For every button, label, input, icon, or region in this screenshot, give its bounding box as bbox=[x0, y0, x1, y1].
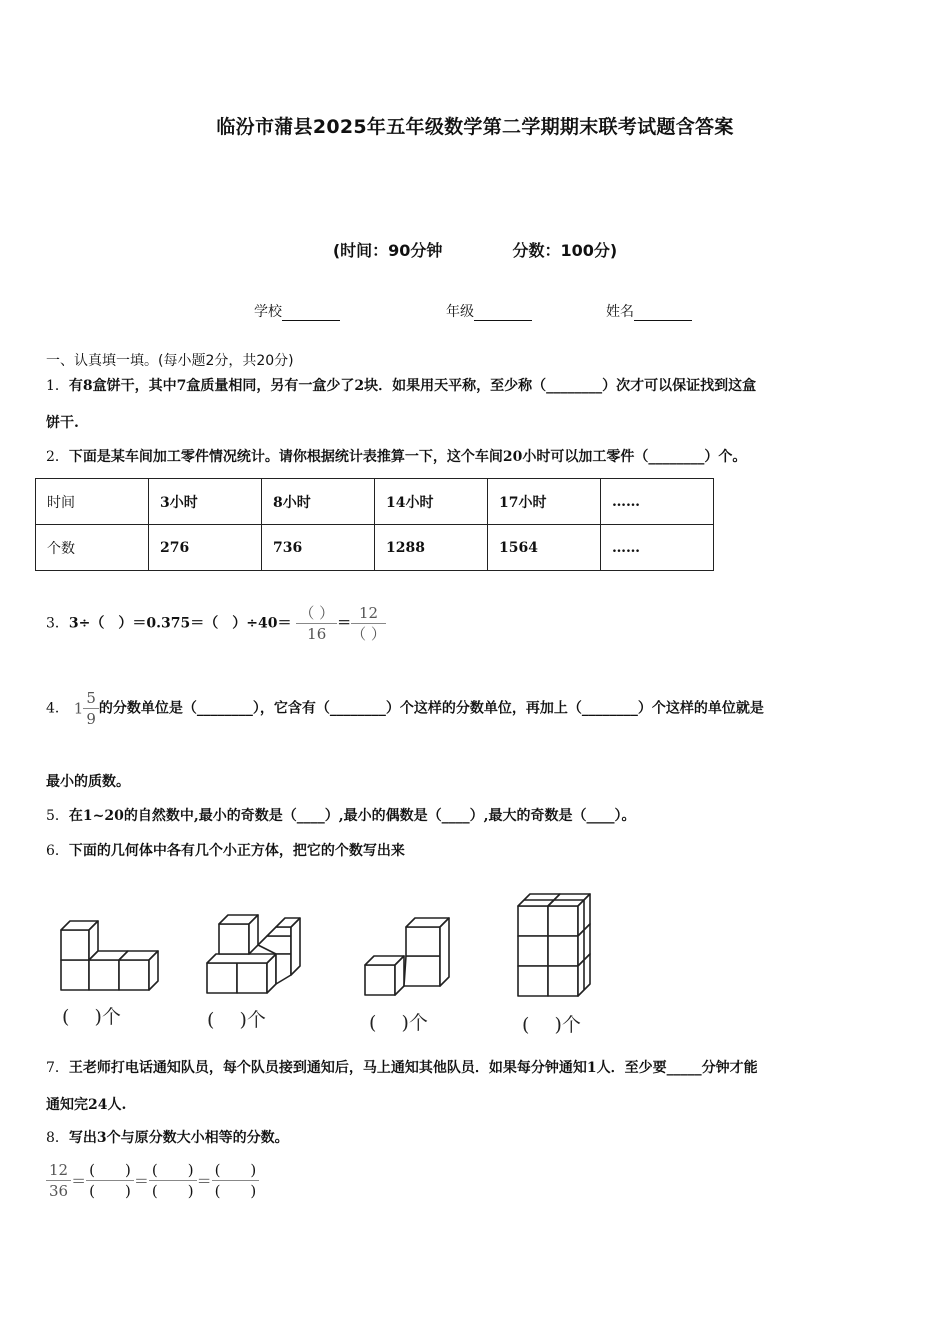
numerator: （ ） bbox=[296, 603, 337, 624]
grade-field[interactable] bbox=[446, 301, 532, 321]
table-cell: 1288 bbox=[375, 525, 488, 571]
numerator: 12 bbox=[351, 603, 386, 624]
answer-blank-3[interactable]: ( )个 bbox=[369, 1012, 428, 1034]
question-7-cont: 通知完24人. bbox=[46, 1097, 127, 1113]
question-7 bbox=[46, 1058, 758, 1078]
equals-sign: ＝ bbox=[196, 1172, 212, 1190]
table-cell: 个数 bbox=[36, 525, 149, 571]
numerator: 5 bbox=[83, 688, 99, 709]
fraction bbox=[83, 688, 99, 729]
table-cell: …… bbox=[601, 525, 714, 571]
table-cell: 17小时 bbox=[488, 479, 601, 525]
table-cell: 3小时 bbox=[149, 479, 262, 525]
question-number: 5． bbox=[46, 808, 69, 824]
answer-blank-4[interactable]: ( )个 bbox=[522, 1014, 581, 1036]
statistics-table bbox=[35, 478, 714, 571]
denominator: 16 bbox=[307, 625, 327, 643]
question-3 bbox=[46, 603, 386, 644]
equivalent-fractions bbox=[46, 1160, 259, 1201]
question-5 bbox=[46, 806, 636, 826]
question-text: 王老师打电话通知队员，每个队员接到通知后，马上通知其他队员．如果每分钟通知1人．至少要_____分钟才能 bbox=[68, 1060, 758, 1076]
answer-fraction-2[interactable] bbox=[149, 1160, 197, 1201]
time-limit: (时间：90分钟 bbox=[332, 241, 443, 260]
question-6 bbox=[46, 841, 405, 861]
numerator: ( ) bbox=[86, 1160, 134, 1181]
question-1 bbox=[46, 376, 756, 396]
question-4 bbox=[46, 688, 764, 729]
question-8 bbox=[46, 1128, 289, 1148]
equals-sign: ＝ bbox=[71, 1172, 87, 1190]
fraction bbox=[351, 603, 386, 644]
denominator: ( ) bbox=[151, 1182, 194, 1200]
school-field[interactable] bbox=[254, 301, 340, 321]
cube-figure-2 bbox=[207, 915, 300, 993]
numerator: 12 bbox=[46, 1160, 71, 1181]
question-number: 2． bbox=[46, 449, 69, 465]
question-number: 1． bbox=[46, 378, 69, 394]
answer-blank-2[interactable]: ( )个 bbox=[207, 1009, 266, 1031]
question-text: 下面的几何体中各有几个小正方体，把它的个数写出来 bbox=[68, 843, 405, 859]
table-cell: 736 bbox=[262, 525, 375, 571]
question-number: 4． bbox=[46, 700, 69, 717]
section-heading: 一、认真填一填。(每小题2分，共20分) bbox=[46, 353, 294, 369]
question-number: 6． bbox=[46, 843, 69, 859]
question-2 bbox=[46, 447, 746, 467]
table-cell: 8小时 bbox=[262, 479, 375, 525]
answer-blank-1[interactable]: ( )个 bbox=[62, 1006, 121, 1028]
equals-sign: ＝ bbox=[133, 1172, 149, 1190]
table-cell: 276 bbox=[149, 525, 262, 571]
question-4-cont: 最小的质数。 bbox=[46, 774, 130, 790]
document-title: 临汾市蒲县2025年五年级数学第二学期期末联考试题含答案 bbox=[216, 116, 734, 138]
denominator: 9 bbox=[86, 710, 96, 728]
question-text: 3÷（ ）＝0.375＝（ ）÷40＝ bbox=[68, 615, 292, 632]
denominator: （ ） bbox=[351, 625, 386, 643]
name-field[interactable] bbox=[606, 301, 692, 321]
denominator: ( ) bbox=[89, 1182, 131, 1200]
question-1-cont: 饼干. bbox=[46, 415, 79, 431]
question-text: 有8盒饼干，其中7盒质量相同，另有一盒少了2块．如果用天平称，至少称（________）次才可以保证找到这盒 bbox=[68, 378, 757, 394]
table-cell: 1564 bbox=[488, 525, 601, 571]
mixed-number bbox=[74, 688, 99, 729]
denominator: 36 bbox=[49, 1182, 69, 1200]
answer-fraction-3[interactable] bbox=[212, 1160, 260, 1201]
cube-figure-1 bbox=[61, 921, 158, 990]
question-text: 下面是某车间加工零件情况统计。请你根据统计表推算一下，这个车间20小时可以加工零件（________）个。 bbox=[68, 449, 747, 465]
cube-figure-4 bbox=[518, 894, 590, 996]
table-cell: 时间 bbox=[36, 479, 149, 525]
table-row bbox=[36, 525, 714, 571]
table-row bbox=[36, 479, 714, 525]
original-fraction bbox=[46, 1160, 71, 1201]
numerator: ( ) bbox=[149, 1160, 197, 1181]
equals-sign: ＝ bbox=[337, 615, 352, 632]
numerator: ( ) bbox=[212, 1160, 260, 1181]
fraction bbox=[296, 603, 337, 644]
table-cell: …… bbox=[601, 479, 714, 525]
question-text: 的分数单位是（________），它含有（________）个这样的分数单位，再加上（________）个这样的单位就是 bbox=[98, 700, 764, 717]
school-label: 学校 bbox=[254, 304, 282, 320]
whole-part: 1 bbox=[73, 699, 84, 718]
table-cell: 14小时 bbox=[375, 479, 488, 525]
answer-fraction-1[interactable] bbox=[86, 1160, 134, 1201]
exam-meta bbox=[0, 238, 950, 261]
denominator: ( ) bbox=[214, 1182, 257, 1200]
question-text: 在1~20的自然数中,最小的奇数是（____）,最小的偶数是（____）,最大的奇数是（____）。 bbox=[68, 808, 636, 824]
question-number: 7． bbox=[46, 1060, 69, 1076]
grade-label: 年级 bbox=[446, 304, 474, 320]
cube-figure-3 bbox=[365, 918, 449, 995]
total-score: 分数：100分) bbox=[512, 241, 618, 260]
question-number: 3． bbox=[46, 615, 69, 632]
question-text: 写出3个与原分数大小相等的分数。 bbox=[68, 1130, 289, 1146]
question-number: 8． bbox=[46, 1130, 69, 1146]
name-label: 姓名 bbox=[606, 304, 634, 320]
